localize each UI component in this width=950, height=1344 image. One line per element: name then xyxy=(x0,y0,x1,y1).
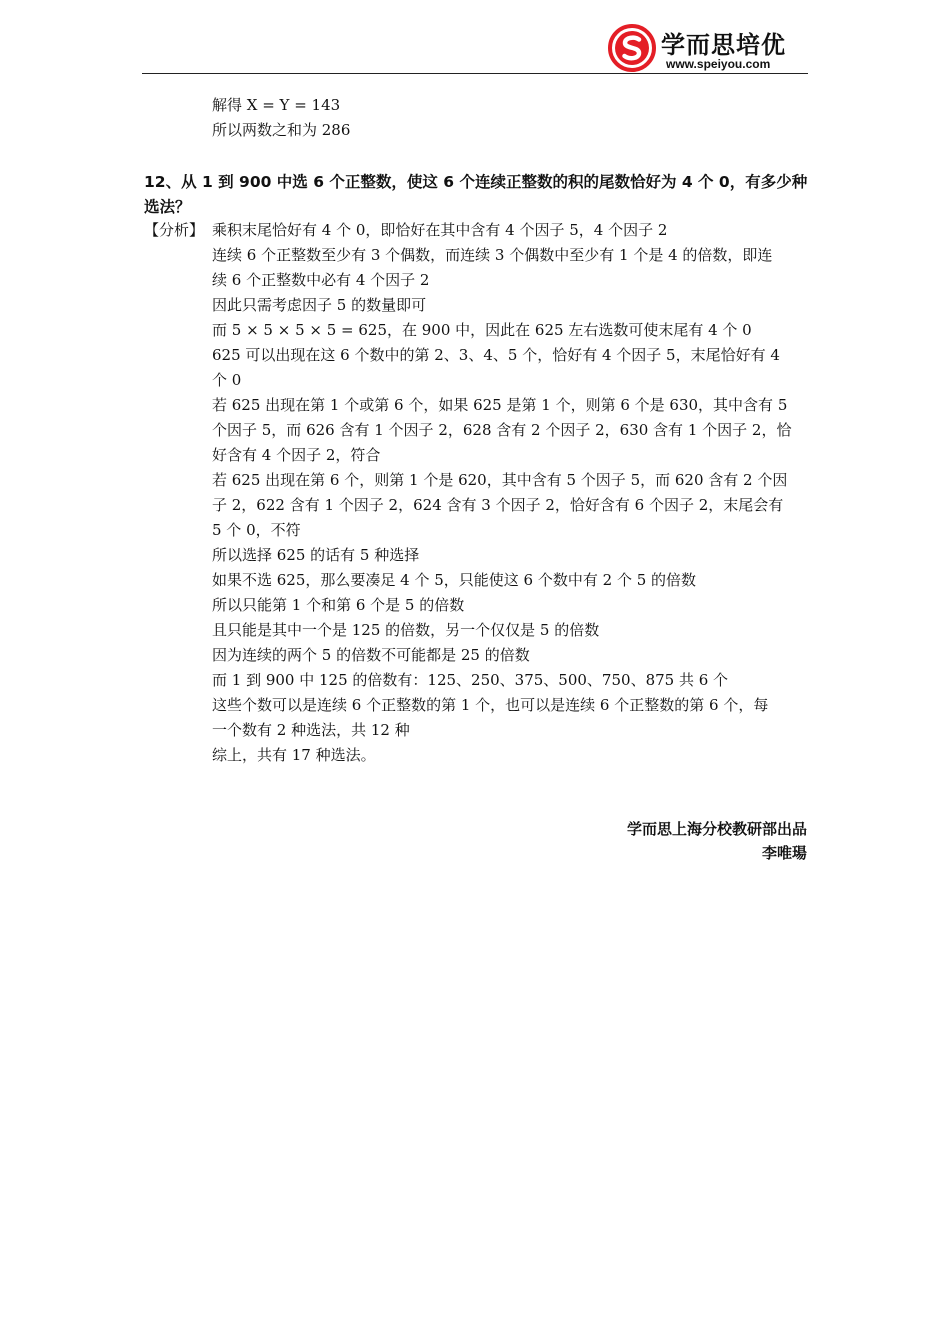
page-footer xyxy=(627,817,807,865)
page-header xyxy=(142,14,808,74)
logo-name: 学而思培优 xyxy=(661,31,786,59)
author-name: 李唯瑒 xyxy=(761,844,807,862)
analysis-line: 所以只能第 1 个和第 6 个是 5 的倍数 xyxy=(212,596,465,614)
analysis-line: 乘积末尾恰好有 4 个 0，即恰好在其中含有 4 个因子 5，4 个因子 2 xyxy=(212,221,668,239)
speiyou-logo-icon xyxy=(608,24,656,72)
analysis-line: 好含有 4 个因子 2，符合 xyxy=(212,446,381,464)
analysis-line: 个因子 5，而 626 含有 1 个因子 2，628 含有 2 个因子 2，630 含有 1 个因子 2，恰 xyxy=(212,421,792,439)
analysis-line: 一个数有 2 种选法，共 12 种 xyxy=(212,721,410,739)
analysis-line: 且只能是其中一个是 125 的倍数，另一个仅仅是 5 的倍数 xyxy=(212,621,600,639)
analysis-line: 这些个数可以是连续 6 个正整数的第 1 个，也可以是连续 6 个正整数的第 6 个，每 xyxy=(212,696,769,714)
logo-url: www.speiyou.com xyxy=(666,57,771,71)
publisher-credit: 学而思上海分校教研部出品 xyxy=(626,820,807,838)
question-12 xyxy=(144,170,810,220)
analysis-line: 625 可以出现在这 6 个数中的第 2、3、4、5 个，恰好有 4 个因子 5，末尾恰好有 4 xyxy=(212,346,780,364)
question-line: 12、从 1 到 900 中选 6 个正整数，使这 6 个连续正整数的积的尾数恰好为 4 个 0，有多少种 xyxy=(144,173,808,191)
analysis-line: 因为连续的两个 5 的倍数不可能都是 25 的倍数 xyxy=(212,646,530,664)
analysis-line: 连续 6 个正整数至少有 3 个偶数，而连续 3 个偶数中至少有 1 个是 4 的倍数，即连 xyxy=(212,246,773,264)
analysis-line: 而 5 × 5 × 5 × 5 = 625，在 900 中，因此在 625 左右选数可使末尾有 4 个 0 xyxy=(212,321,752,339)
analysis-line: 综上，共有 17 种选法。 xyxy=(212,746,376,764)
analysis-line: 个 0 xyxy=(212,371,242,389)
brand-logo xyxy=(608,24,810,74)
previous-answer xyxy=(212,93,350,143)
analysis-line: 若 625 出现在第 6 个，则第 1 个是 620，其中含有 5 个因子 5，而 620 含有 2 个因 xyxy=(212,471,788,489)
analysis-line: 若 625 出现在第 1 个或第 6 个，如果 625 是第 1 个，则第 6 个是 630，其中含有 5 xyxy=(212,396,788,414)
answer-line: 所以两数之和为 286 xyxy=(212,121,351,139)
analysis-line: 因此只需考虑因子 5 的数量即可 xyxy=(212,296,427,314)
analysis-line: 而 1 到 900 中 125 的倍数有：125、250、375、500、750、875 共 6 个 xyxy=(212,671,729,689)
analysis-label: 【分析】 xyxy=(144,221,205,239)
analysis-line: 续 6 个正整数中必有 4 个因子 2 xyxy=(212,271,430,289)
answer-line: 解得 X = Y = 143 xyxy=(212,96,341,114)
analysis-line: 所以选择 625 的话有 5 种选择 xyxy=(212,546,420,564)
analysis-line: 如果不选 625，那么要凑足 4 个 5，只能使这 6 个数中有 2 个 5 的倍数 xyxy=(212,571,697,589)
analysis-line: 5 个 0，不符 xyxy=(212,521,301,539)
analysis-line: 子 2，622 含有 1 个因子 2，624 含有 3 个因子 2，恰好含有 6 个因子 2，末尾会有 xyxy=(212,496,784,514)
question-line: 选法？ xyxy=(144,198,191,216)
analysis-body xyxy=(212,218,808,768)
header-divider xyxy=(142,73,808,74)
